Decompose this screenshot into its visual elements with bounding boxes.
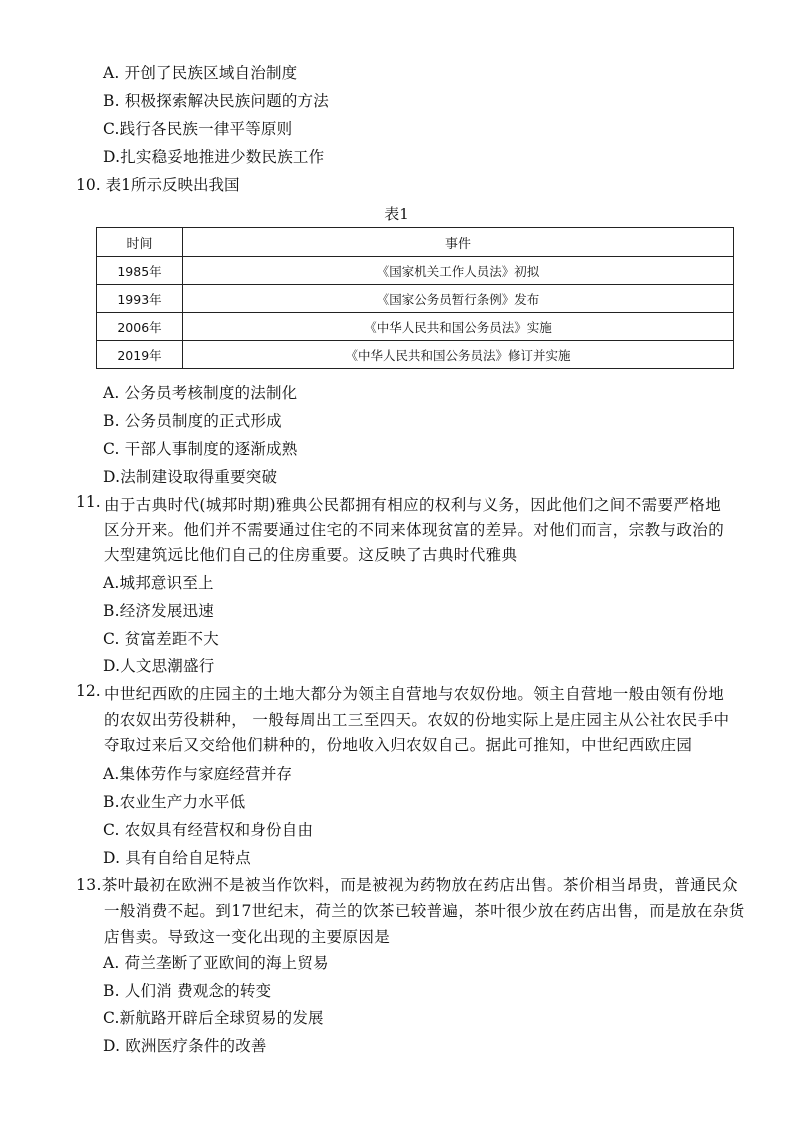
q11-option-d: D.人文思潮盛行 [103, 657, 215, 675]
q13-stem-line-2: 一般消费不起。到17世纪末，荷兰的饮茶已较普遍，茶叶很少放在药店出售，而是放在杂货 [104, 902, 745, 920]
q9-option-c: C.践行各民族一律平等原则 [103, 120, 293, 138]
cell-year: 1993年 [97, 285, 183, 313]
table-caption: 表1 [384, 205, 409, 223]
q12-option-d: D. 具有自给自足特点 [103, 849, 251, 867]
q13-stem-line-1: 13.茶叶最初在欧洲不是被当作饮料，而是被视为药物放在药店出售。茶价相当昂贵，普通民众 [76, 876, 738, 894]
q10-stem: 10. 表1所示反映出我国 [76, 176, 240, 194]
q13-option-b: B. 人们消 费观念的转变 [103, 982, 272, 1000]
table-row [97, 285, 734, 313]
q9-option-d: D.扎实稳妥地推进少数民族工作 [103, 148, 325, 166]
q12-number: 12. [76, 682, 101, 700]
cell-year: 1985年 [97, 257, 183, 285]
q13-stem-line-3: 店售卖。导致这一变化出现的主要原因是 [104, 928, 391, 946]
q10-option-c: C. 干部人事制度的逐渐成熟 [103, 440, 298, 458]
cell-event: 《国家机关工作人员法》初拟 [183, 257, 734, 285]
q13-option-a: A. 荷兰垄断了亚欧间的海上贸易 [103, 954, 329, 972]
q13-option-c: C.新航路开辟后全球贸易的发展 [103, 1009, 324, 1027]
q12-stem-line-3: 夺取过来后又交给他们耕种的，份地收入归农奴自己。据此可推知，中世纪西欧庄园 [104, 736, 693, 754]
q11-option-c: C. 贫富差距不大 [103, 630, 219, 648]
q9-option-a: A. 开创了民族区域自治制度 [103, 64, 298, 82]
cell-year: 2006年 [97, 313, 183, 341]
table-header-row [97, 228, 734, 257]
q9-option-b: B. 积极探索解决民族问题的方法 [103, 92, 329, 110]
table-row [97, 257, 734, 285]
q12-option-b: B.农业生产力水平低 [103, 793, 246, 811]
q12-option-c: C. 农奴具有经营权和身份自由 [103, 821, 314, 839]
q10-option-a: A. 公务员考核制度的法制化 [103, 384, 298, 402]
q11-option-b: B.经济发展迅速 [103, 602, 214, 620]
q10-option-d: D.法制建设取得重要突破 [103, 468, 278, 486]
header-event: 事件 [183, 228, 734, 257]
cell-event: 《国家公务员暂行条例》发布 [183, 285, 734, 313]
q11-stem-line-1: 由于古典时代(城邦时期)雅典公民都拥有相应的权利与义务，因此他们之间不需要严格地 [104, 496, 722, 514]
q11-option-a: A.城邦意识至上 [103, 574, 214, 592]
q11-stem-line-2: 区分开来。他们并不需要通过住宅的不同来体现贫富的差异。对他们而言，宗教与政治的 [104, 521, 725, 539]
q12-stem-line-2: 的农奴出劳役耕种， 一般每周出工三至四天。农奴的份地实际上是庄园主从公社农民手中 [104, 711, 730, 729]
events-table [96, 227, 734, 369]
cell-year: 2019年 [97, 341, 183, 369]
header-time: 时间 [97, 228, 183, 257]
table-row [97, 313, 734, 341]
cell-event: 《中华人民共和国公务员法》修订并实施 [183, 341, 734, 369]
q12-stem-line-1: 中世纪西欧的庄园主的土地大都分为领主自营地与农奴份地。领主自营地一般由领有份地 [104, 685, 725, 703]
q11-number: 11. [76, 493, 101, 511]
table-row [97, 341, 734, 369]
q13-option-d: D. 欧洲医疗条件的改善 [103, 1037, 267, 1055]
q12-option-a: A.集体劳作与家庭经营并存 [103, 765, 293, 783]
q11-stem-line-3: 大型建筑远比他们自己的住房重要。这反映了古典时代雅典 [104, 546, 518, 564]
cell-event: 《中华人民共和国公务员法》实施 [183, 313, 734, 341]
q10-option-b: B. 公务员制度的正式形成 [103, 412, 282, 430]
